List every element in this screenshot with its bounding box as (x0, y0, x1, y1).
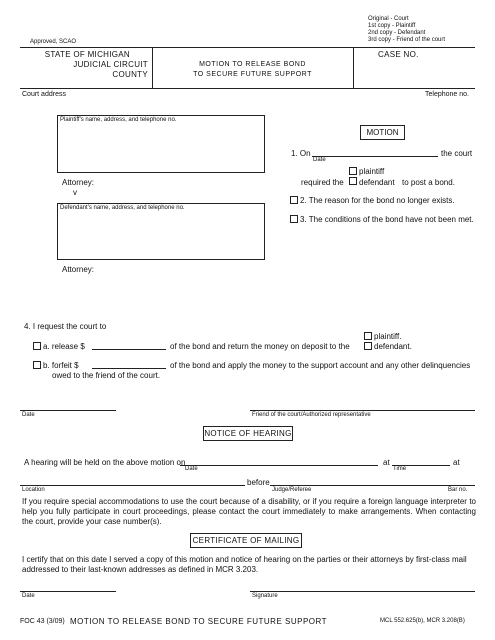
item2-checkbox[interactable] (290, 196, 298, 204)
defendant-attorney-label: Attorney: (62, 265, 95, 274)
hearing-time-label: Time (393, 466, 407, 472)
item3-checkbox[interactable] (290, 215, 298, 223)
mailing-date-line[interactable] (20, 591, 116, 592)
header-divider-2 (353, 47, 354, 88)
option-b-suffix: of the bond and apply the money to the support account and any other delinquencies (170, 361, 471, 370)
hearing-text: A hearing will be held on the above motion on (24, 458, 186, 467)
versus-label: v (73, 188, 77, 197)
option-a-suffix: of the bond and return the money on deposit to the (170, 342, 350, 351)
footer-citation: MCL 552.625(b), MCR 3.208(B) (380, 618, 465, 624)
item4-label: 4. I request the court to (24, 322, 107, 331)
hearing-location-line[interactable] (20, 485, 245, 486)
distribution-original: Original - Court (368, 16, 409, 22)
county-label: COUNTY (112, 70, 148, 79)
mailing-certification-text: I certify that on this date I served a copy of this motion and notice of hearing on the parties or their attorneys by first-class mail addressed to their last-known addresses as defined in MCR 3.203. (22, 555, 467, 574)
hearing-before-label: before (247, 478, 270, 487)
hearing-at-2: at (453, 458, 460, 467)
form-title-line1: MOTION TO RELEASE BOND (199, 61, 306, 68)
to-post-bond-label: to post a bond. (402, 178, 455, 187)
hearing-date-label: Date (185, 466, 198, 472)
return-defendant-checkbox[interactable] (364, 342, 372, 350)
return-defendant-label: defendant. (374, 342, 412, 351)
item1-suffix: the court (441, 149, 473, 158)
required-plaintiff-checkbox[interactable] (349, 167, 357, 175)
item3-label: 3. The conditions of the bond have not been met. (300, 215, 474, 224)
item1-date-label: Date (313, 157, 326, 163)
motion-date-line[interactable] (20, 410, 116, 411)
circuit-label: JUDICIAL CIRCUIT (73, 60, 148, 69)
option-a-amount-line[interactable] (92, 349, 166, 350)
footer-title: MOTION TO RELEASE BOND TO SECURE FUTURE SUPPORT (70, 617, 328, 626)
required-the-label: required the (301, 178, 344, 187)
return-plaintiff-label: plaintiff. (374, 332, 402, 341)
item2-label: 2. The reason for the bond no longer exists. (300, 196, 455, 205)
option-a-prefix: a. release $ (43, 342, 85, 351)
defendant-info-label: Defendant's name, address, and telephone no. (60, 205, 185, 211)
approved-label: Approved, SCAO (30, 39, 77, 45)
notice-of-hearing-heading: NOTICE OF HEARING (203, 426, 293, 441)
hearing-at-1: at (383, 458, 390, 467)
motion-date-label: Date (22, 412, 35, 418)
return-plaintiff-checkbox[interactable] (364, 332, 372, 340)
required-defendant-label: defendant (359, 178, 395, 187)
option-b-prefix: b. forfeit $ (43, 361, 79, 370)
accommodation-notice: If you require special accommodations to use the court because of a disability, or if you require a foreign language interpreter to help you fully participate in court proceedings, please contact the court immediately to make arrangements. When contacting the court, provide your case number(s). (22, 497, 476, 526)
hearing-judge-line[interactable] (270, 485, 475, 486)
mailing-signature-line[interactable] (250, 591, 475, 592)
header-top-rule (20, 47, 475, 48)
required-defendant-checkbox[interactable] (349, 177, 357, 185)
distribution-copy-1: 1st copy - Plaintiff (368, 23, 416, 29)
plaintiff-info-label: Plaintiff's name, address, and telephone no. (60, 117, 177, 123)
distribution-copy-2: 2nd copy - Defendant (368, 30, 426, 36)
header-divider-1 (152, 47, 153, 88)
item1-prefix: 1. On (291, 149, 311, 158)
court-address-label: Court address (22, 91, 66, 98)
option-a-checkbox[interactable] (33, 342, 41, 350)
option-b-line2: owed to the friend of the court. (52, 371, 161, 380)
required-plaintiff-label: plaintiff (359, 167, 385, 176)
motion-heading: MOTION (360, 125, 405, 140)
telephone-label: Telephone no. (425, 91, 469, 98)
mailing-signature-label: Signature (252, 593, 278, 599)
hearing-bar-label: Bar no. (448, 487, 468, 493)
case-no-label: CASE NO. (378, 50, 419, 59)
form-title-line2: TO SECURE FUTURE SUPPORT (193, 71, 312, 78)
state-label: STATE OF MICHIGAN (44, 50, 130, 59)
item1-date-line[interactable] (312, 156, 438, 157)
hearing-date-line[interactable] (180, 465, 378, 466)
mailing-date-label: Date (22, 593, 35, 599)
friend-signature-line[interactable] (250, 410, 475, 411)
plaintiff-attorney-label: Attorney: (62, 178, 95, 187)
option-b-checkbox[interactable] (33, 361, 41, 369)
option-b-amount-line[interactable] (92, 368, 166, 369)
hearing-location-label: Location (22, 487, 45, 493)
footer-form-number: FOC 43 (3/09) (20, 618, 65, 625)
certificate-of-mailing-heading: CERTIFICATE OF MAILING (190, 533, 302, 548)
distribution-copy-3: 3rd copy - Friend of the court (368, 37, 446, 43)
hearing-judge-label: Judge/Referee (272, 487, 312, 493)
friend-signature-label: Friend of the court/Authorized representative (252, 412, 371, 418)
header-bottom-rule (20, 88, 475, 89)
